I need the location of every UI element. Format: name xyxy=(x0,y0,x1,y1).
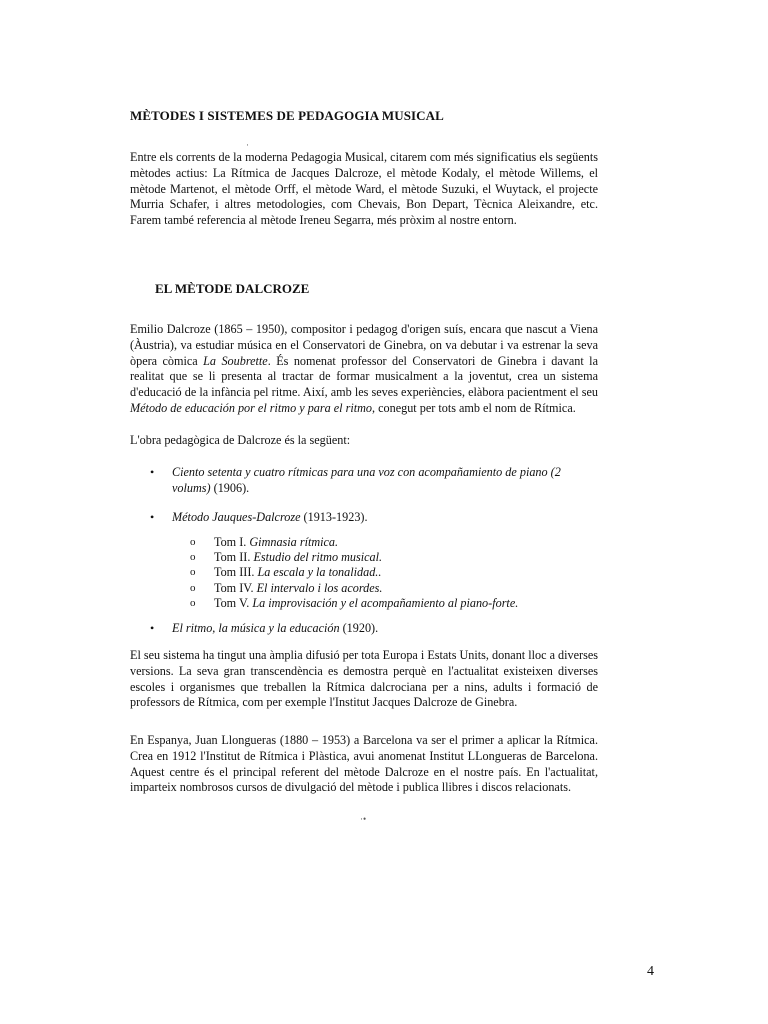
volume-title: Gimnasia rítmica. xyxy=(249,535,339,549)
opera-title: La Soubrette xyxy=(203,353,268,368)
spain-paragraph: En Espanya, Juan Llongueras (1880 – 1953) a Barcelona va ser el primer a aplicar la Rítmica. Crea en 1912 l'Institut de Rítmica i Plàstica, avui anomenat Institut LLongueras de Barcelona. Aquest centre és el principal referent del mètode Dalcroze en el nostre país. En l'actualitat, imparteix nombrosos cursos de divulgació del mètode i publica llibres i discos relacionats. xyxy=(130,733,598,795)
volume-label: Tom V. xyxy=(214,595,253,610)
volume-label: Tom II. xyxy=(214,550,254,565)
volume-label: Tom IV. xyxy=(214,580,257,595)
volume-item xyxy=(190,565,518,580)
work-year: (1906). xyxy=(210,480,250,495)
volume-item xyxy=(190,596,518,611)
volume-title: La improvisación y el acompañamiento al piano-forte. xyxy=(252,595,519,610)
work-title: El ritmo, la música y la educación xyxy=(172,621,340,635)
biography-paragraph xyxy=(130,322,598,417)
circle-bullet-icon: o xyxy=(190,581,196,594)
volume-item xyxy=(190,550,518,565)
works-intro: L'obra pedagògica de Dalcroze és la següent: xyxy=(130,433,351,447)
circle-bullet-icon: o xyxy=(190,596,196,609)
circle-bullet-icon: o xyxy=(190,566,196,579)
circle-bullet-icon: o xyxy=(190,536,196,548)
volume-list xyxy=(190,535,518,611)
bio-text-2: . És nomenat professor del Conservatori de Ginebra i davant la realitat que se li presenta al tractar de formar musicalment a la joventut, crea un sistema d'educació de la infància pel ritme. Així, amb les seves experiències, elàbora pacientment el seu xyxy=(130,353,598,400)
volume-item xyxy=(190,581,518,596)
list-item xyxy=(150,621,600,637)
spread-paragraph: El seu sistema ha tingut una àmplia difusió per tota Europa i Estats Units, donant lloc a diverses versions. La seva gran transcendència es demostra perquè en l'actualitat existeixen diverses escoles i organismes que treballen la Rítmica dalcrociana per a nins, adults i formació de professors de Rítmica, com per exemple l'Institut Jacques Dalcroze de Ginebra. xyxy=(130,648,598,710)
work-year: (1920). xyxy=(339,621,379,635)
bullet-icon: • xyxy=(150,465,155,479)
section-title: EL MÈTODE DALCROZE xyxy=(155,281,310,296)
intro-paragraph: Entre els corrents de la moderna Pedagogia Musical, citarem com més significatius els següents mètodes actius: La Rítmica de Jacques Dalcroze, el mètode Kodaly, el mètode Willems, el mètode Martenot, el mètode Orff, el mètode Ward, el mètode Suzuki, el Wuytack, el projecte Murria Schafer, i altres metodologies, com Chevais, Bon Depart, Tècnica Aleixandre, etc. Farem també referencia al mètode Ireneu Segarra, més pròxim al nostre entorn. xyxy=(130,150,598,228)
volume-title: Estudio del ritmo musical. xyxy=(253,550,383,565)
document-title: MÈTODES I SISTEMES DE PEDAGOGIA MUSICAL xyxy=(130,108,444,123)
bio-text-1: Emilio Dalcroze (1865 – 1950), compositor i pedagog d'origen suís, encara que nascut a Viena (Àustria), va estudiar música en el Conservatori de Ginebra, on va debutar i va estrenar la seva òpera còmica xyxy=(130,322,598,368)
bullet-icon: • xyxy=(150,621,155,635)
volume-title: El intervalo i los acordes. xyxy=(256,580,383,595)
volume-title: La escala y la tonalidad.. xyxy=(257,565,382,580)
work-year: (1913-1923). xyxy=(300,510,368,524)
list-item xyxy=(150,465,600,497)
method-title: Método de educación por el ritmo y para el ritmo xyxy=(130,400,373,415)
circle-bullet-icon: o xyxy=(190,551,196,564)
scan-speck-icon: ·• xyxy=(360,814,367,824)
bullet-icon: • xyxy=(150,510,155,524)
work-title: Ciento setenta y cuatro rítmicas para una voz con acompañamiento de piano (2 volums) xyxy=(172,465,561,495)
work-title: Método Jauques-Dalcroze xyxy=(172,510,301,524)
volume-label: Tom III. xyxy=(214,565,258,580)
volume-label: Tom I. xyxy=(214,535,250,549)
page-number: 4 xyxy=(647,964,654,979)
volume-item xyxy=(190,535,518,550)
list-item xyxy=(150,510,600,526)
scan-speck-icon: · xyxy=(246,140,249,150)
bio-text-3: , conegut per tots amb el nom de Rítmica. xyxy=(372,400,576,415)
